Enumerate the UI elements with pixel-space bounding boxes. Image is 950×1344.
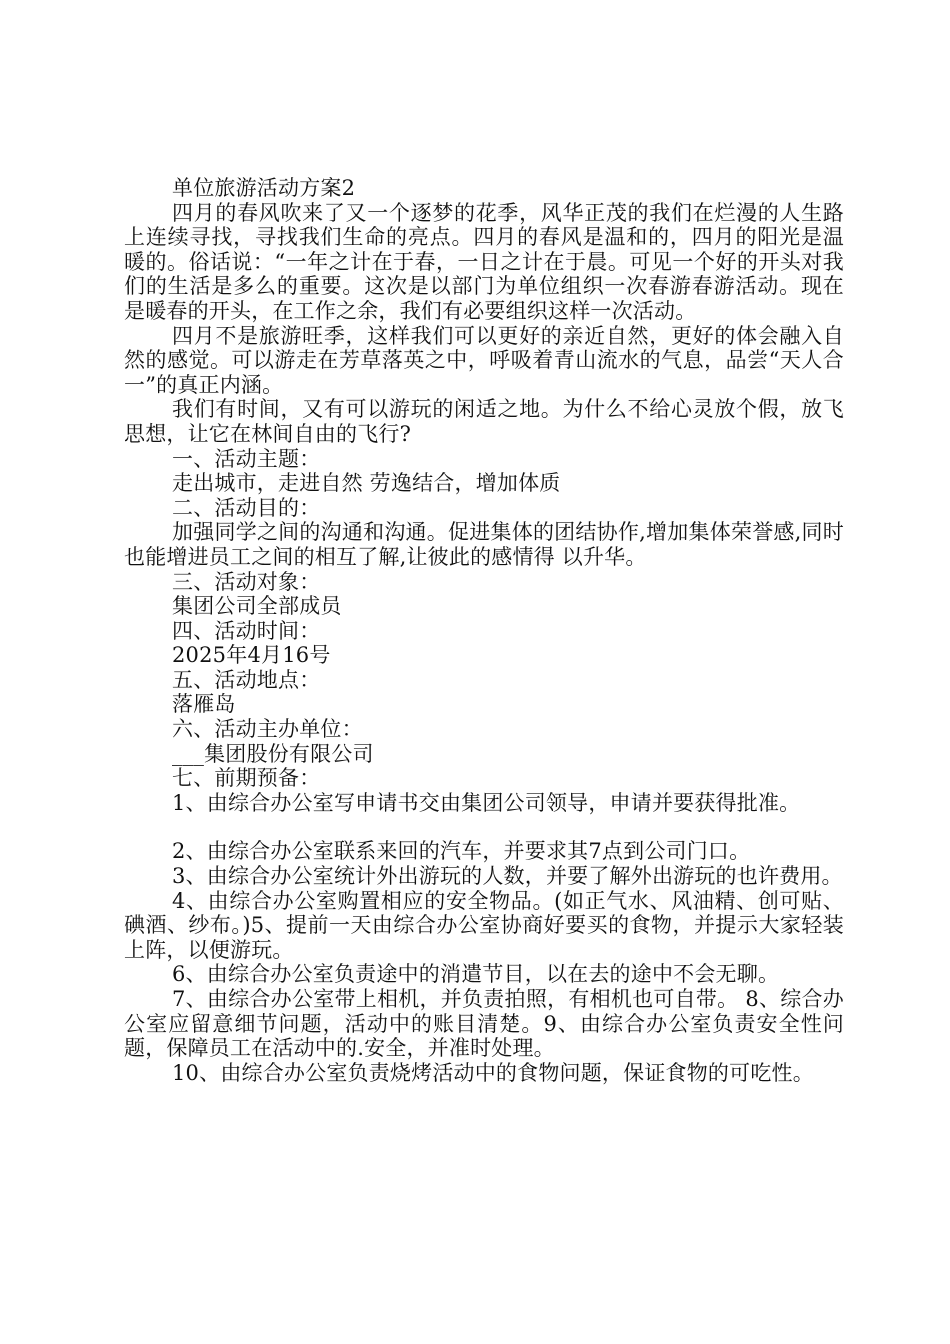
section-heading-organizer: 六、活动主办单位： — [172, 717, 363, 742]
section-heading-participants: 三、活动对象： — [172, 569, 321, 594]
section-heading-location: 五、活动地点： — [172, 667, 321, 692]
preparation-item-1: 1、由综合办公室写申请书交由集团公司领导，申请并要获得批准。 — [172, 790, 801, 815]
preparation-item-6: 6、由综合办公室负责途中的消遣节目，以在去的途中不会无聊。 — [172, 962, 780, 987]
section-heading-purpose: 二、活动目的： — [172, 495, 321, 520]
section-value-purpose: 加强同学之间的沟通和沟通。促进集体的团结协作,增加集体荣誉感,同时也能增进员工之间的相互了解,让彼此的感情得 以升华。 — [124, 520, 844, 569]
document-body — [124, 176, 844, 1085]
section-value-theme: 走出城市，走进自然 劳逸结合，增加体质 — [172, 471, 561, 496]
intro-paragraph-3: 我们有时间，又有可以游玩的闲适之地。为什么不给心灵放个假，放飞思想，让它在林间自由的飞行? — [124, 397, 844, 446]
preparation-item-7: 7、由综合办公室带上相机，并负责拍照，有相机也可自带。 8、综合办公室应留意细节问题，活动中的账目清楚。9、由综合办公室负责安全性问题，保障员工在活动中的.安全，并准时处理。 — [124, 987, 844, 1061]
preparation-item-4: 4、由综合办公室购置相应的安全物品。(如正气水、风油精、创可贴、碘酒、纱布。)5、提前一天由综合办公室协商好要买的食物，并提示大家轻装上阵，以便游玩。 — [124, 888, 844, 962]
section-value-organizer: ___集团股份有限公司 — [172, 741, 374, 766]
preparation-item-3: 3、由综合办公室统计外出游玩的人数，并要了解外出游玩的也许费用。 — [172, 864, 843, 889]
section-heading-preparation: 七、前期预备： — [172, 766, 321, 791]
intro-paragraph-1: 四月的春风吹来了又一个逐梦的花季，风华正茂的我们在烂漫的人生路上连续寻找，寻找我们生命的亮点。四月的春风是温和的，四月的阳光是温暖的。俗话说：“一年之计在于春，一日之计在于晨。可见一个好的开头对我们的生活是多么的重要。这次是以部门为单位组织一次春游春游活动。现在是暖春的开头，在工作之余，我们有必要组织这样一次活动。 — [124, 200, 844, 323]
preparation-item-10: 10、由综合办公室负责烧烤活动中的食物问题，保证食物的可吃性。 — [172, 1060, 814, 1085]
section-heading-time: 四、活动时间： — [172, 618, 321, 643]
section-value-time: 2025年4月16号 — [172, 643, 331, 668]
section-value-participants: 集团公司全部成员 — [172, 594, 342, 619]
preparation-item-2: 2、由综合办公室联系来回的汽车，并要求其7点到公司门口。 — [172, 839, 751, 864]
intro-paragraph-2: 四月不是旅游旺季，这样我们可以更好的亲近自然，更好的体会融入自然的感觉。可以游走在芳草落英之中，呼吸着青山流水的气息，品尝“天人合一”的真正内涵。 — [124, 323, 844, 397]
document-title: 单位旅游活动方案2 — [172, 176, 356, 200]
section-heading-theme: 一、活动主题： — [172, 446, 321, 471]
section-value-location: 落雁岛 — [172, 692, 236, 717]
